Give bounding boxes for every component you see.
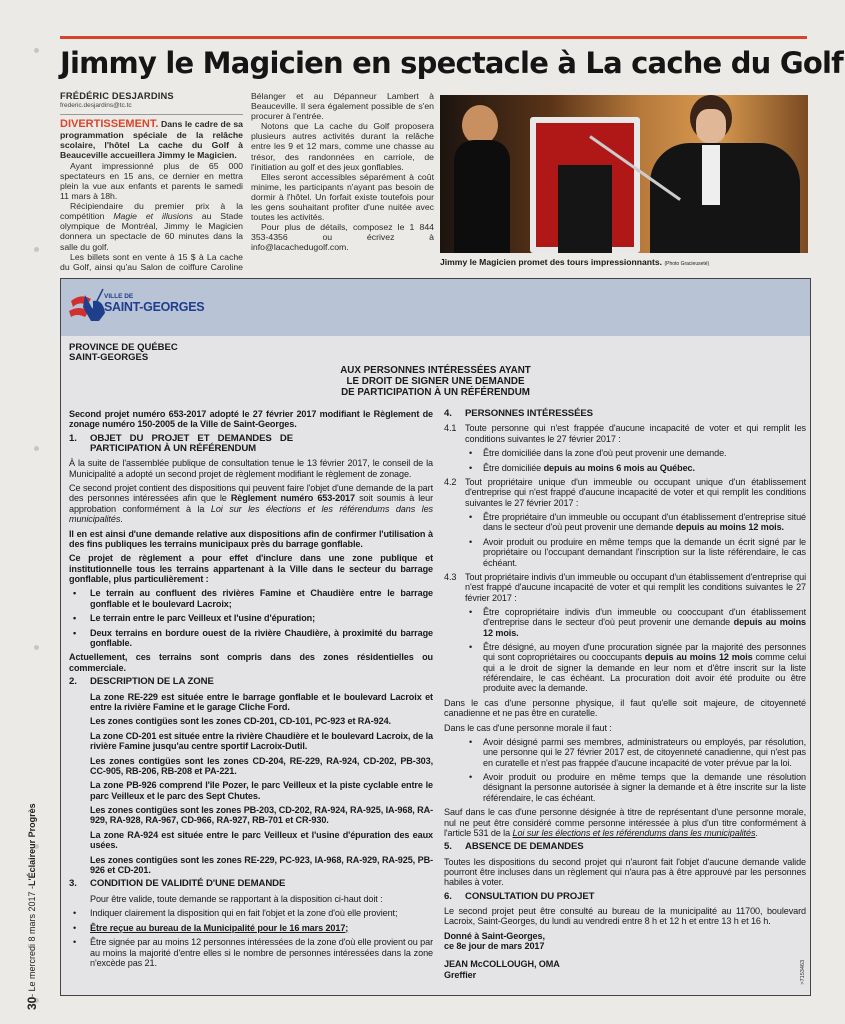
notice-column-right: 4. PERSONNES INTÉRESSÉES 4.1 Toute personne qui n'est frappée d'aucune incapacité de voter et qui remplit les conditions suivantes le 27 février 2017 : • Être domiciliée dans la zone d'où peut provenir une demande. • Être domiciliée depuis au moins 6 mois au Québec. 4.2 Tout propriétaire unique d'un immeuble ou occupant unique d'un établissement d'entreprise qui n'est frappé d'aucune incapacité de voter et qui remplit les conditions suivantes le 27 février 2017 : • Être propriétaire d'un immeuble ou occupant d'un établissement d'entreprise situé dans le secteur d'où peut provenir une demande depuis au moins 12 mois. • Avoir produit ou produire en même temps que la demande un écrit signé par le propriétaire ou l'occupant demandant l'inscription sur la liste référendaire, le cas échéant. 4.3 Tout propriétaire indivis d'un immeuble ou occupant d'un établissement d'entreprise qui n'est frappé d'aucune incapacité de voter et qui remplit les conditions suivantes le 27 février 2017 : • Être copropriétaire indivis d'un immeuble ou cooccupant d'un établissement d'entreprise dans le secteur d'où peut provenir une demande depuis au moins 12 mois. • Être désigné, au moyen d'une procuration signée par la majorité des personnes qui sont copropriétaires ou cooccupants depuis au moins 12 mois comme celui qui a le droit de signer la demande en leur nom et d'être inscrit sur la liste référendaire, le cas échéant. La procuration doit avoir été produite ou être produite avec la demande. Dans le cas d'une personne physique, il faut qu'elle soit majeure, de citoyenneté canadienne et ne pas être en curatelle. Dans le cas d'une personne morale il faut : • Avoir désigné parmi ses membres, administrateurs ou employés, par résolution, une personne qui le 27 février 2017 est, de citoyenneté canadienne, qui n'est pas en curatelle et n'est pas frappée d'aucune incapacité de voter prévue par la loi. • Avoir produit ou produire en même temps que la demande une résolution désignant la personne autorisée à signer la demande et à être inscrite sur la liste référendaire, le cas échéant. Sauf dans le cas d'une personne désignée à titre de représentant d'une personne morale, nul ne peut être considéré comme personne intéressée à plus d'un titre conformément à l'article 531 de la Loi sur les élections et les référendums dans les municipalités. 5. ABSENCE DE DEMANDES Toutes les dispositions du second projet qui n'auront fait l'objet d'aucune demande valide pourront être incluses dans un règlement qui n'aura pas à être approuvé par les personnes habiles à voter. 6. CONSULTATION DU PROJET Le second projet peut être consulté au bureau de la municipalité au 11700, boulevard Lacroix, Saint-Georges, du lundi au vendredi entre 8 h et 12 h et entre 13 h et 16 h. Donné à Saint-Georges, ce 8e jour de mars 2017 JEAN McCOLLOUGH, OMA Greffier (444, 408, 806, 980)
photo-credit: (Photo Gracieuseté) (664, 261, 710, 267)
section-rule (60, 36, 807, 39)
saint-georges-logo-icon (69, 287, 109, 323)
notice-origin: PROVINCE DE QUÉBEC SAINT-GEORGES (69, 342, 178, 363)
article-body (60, 91, 434, 272)
intro: Second projet numéro 653-2017 adopté le 27 février 2017 modifiant le Règlement de zonage numéro 150-2005 de la Ville de Saint-Georges. (69, 409, 433, 430)
list-item: • Être domiciliée depuis au moins 6 mois au Québec. (469, 462, 695, 473)
page-footer: 30 - Le mercredi 8 mars 2017 - L'Éclaireur Progrès (25, 802, 39, 1010)
list-item: • Être domiciliée dans la zone d'où peut provenir une demande. (469, 448, 727, 459)
signature: JEAN McCOLLOUGH, OMA Greffier (444, 959, 560, 980)
photo-caption: Jimmy le Magicien promet des tours impressionnants. (Photo Gracieuseté) (440, 257, 710, 267)
section-heading: 2. DESCRIPTION DE LA ZONE (69, 676, 214, 688)
public-notice (60, 278, 811, 996)
paragraph: Récipiendaire du premier prix à la compétition Magie et illusions au Stade olympique de Montréal, Jimmy le Magicien donnera un spectacle de 60 minutes dans la salle du golf. (60, 201, 243, 252)
notice-column-left: Second projet numéro 653-2017 adopté le 27 février 2017 modifiant le Règlement de zonage numéro 150-2005 de la Ville de Saint-Georges. 1. OBJET DU PROJET ET DEMANDES DE PARTICIPATION À UN RÉFÉRENDUM À la suite de l'assemblée publique de consultation tenue le 13 février 2017, le conseil de la Municipalité a adopté un second projet de règlement modifiant le règlement de zonage. Ce second projet contient des dispositions qui peuvent faire l'objet d'une demande de la part des personnes intéressées afin que le Règlement numéro 653-2017 soit soumis à leur approbation conformément à la Loi sur les élections et les référendums dans les municipalités. Il en est ainsi d'une demande relative aux dispositions afin de confirmer l'utilisation à des fins publiques les terrains municipaux près du barrage gonflable. Ce projet de règlement a pour effet d'inclure dans une zone publique et institutionnelle tous les terrains appartenant à la Ville dans le secteur du barrage gonflable, plus particulièrement : • Le terrain au confluent des rivières Famine et Chaudière entre le barrage gonflable et le boulevard Lacroix; • Le terrain entre le parc Veilleux et l'usine d'épuration; • Deux terrains en bordure ouest de la rivière Chaudière, à proximité du barrage gonflable. Actuellement, ces terrains sont compris dans des zones résidentielles ou commerciale. 2. DESCRIPTION DE LA ZONE La zone RE-229 est située entre le barrage gonflable et le boulevard Lacroix et entre la rivière Famine et le garage Cliche Ford. Les zones contigües sont les zones CD-201, CD-101, PC-923 et RA-924. La zone CD-201 est située entre la rivière Chaudière et le boulevard Lacroix, de la rivière Famine jusqu'au centre sportif Lacroix-Dutil. Les zones contigües sont les zones CD-204, RE-229, RA-924, CD-202, PB-303, CC-905, RB-206, RB-208 et PA-221. La zone PB-926 comprend l'île Pozer, le parc Veilleux et la piste cyclable entre le parc Veilleux et le parc des Sept Chutes. Les zones contigües sont les zones PB-203, CD-202, RA-924, RA-925, IA-968, RA-929, RA-928, RA-967, CD-966, RA-927, RB-701 et CR-930. La zone RA-924 est située entre le parc Veilleux et l'usine d'épuration des eaux usées. Les zones contigües sont les zones RE-229, PC-923, IA-968, RA-929, RA-925, PB-926 et CD-201. 3. CONDITION DE VALIDITÉ D'UNE DEMANDE Pour être valide, toute demande se rapportant à la disposition ci-haut doit : • Indiquer clairement la disposition qui en fait l'objet et la zone d'où elle provient; • Être reçue au bureau de la Municipalité pour le 16 mars 2017; • Être signée par au moins 12 personnes intéressées de la zone d'où elle provient ou par au moins la majorité d'entre elles si le nombre de personnes intéressées dans la zone n'excède pas 21. (69, 409, 434, 968)
paragraph: Pour plus de détails, composez le 1 844 353-4356 ou écrivez à info@lacachedugolf.com. (251, 222, 434, 253)
section-heading: 3. CONDITION DE VALIDITÉ D'UNE DEMANDE (69, 878, 286, 890)
author: FRÉDÉRIC DESJARDINS (60, 91, 174, 101)
section-heading: 1. OBJET DU PROJET ET DEMANDES DE PARTICIPATION À UN RÉFÉRENDUM (69, 432, 293, 455)
list-item: • Être copropriétaire indivis d'un immeuble ou cooccupant d'un établissement d'entreprise dans le secteur d'où peut provenir une demande depuis au moins 12 mois. (469, 607, 806, 638)
logo-text: VILLE DE SAINT-GEORGES (104, 293, 205, 314)
section-heading: 5. ABSENCE DE DEMANDES (444, 841, 584, 853)
list-item: • Être propriétaire d'un immeuble ou occupant d'un établissement d'entreprise situé dans le secteur d'où peut provenir une demande depuis au moins 12 mois. (469, 512, 806, 533)
list-item: • Être signée par au moins 12 personnes intéressées de la zone d'où elle provient ou par au moins la majorité d'entre elles si le nombre de personnes intéressées dans la zone n'excède pas 21. (73, 937, 433, 968)
list-item: • Être reçue au bureau de la Municipalité pour le 16 mars 2017; (73, 922, 349, 933)
paragraph: Elles seront accessibles séparément à coût minime, les participants n'ayant pas besoin de dormir à l'hôtel. Un forfait existe toutefois pour les gens souhaitant profiter d'une nuitée avec toutes les activités. (251, 171, 434, 223)
author-email: frederic.desjardins@tc.tc (60, 101, 243, 115)
lead: DIVERTISSEMENT. Dans le cadre de sa programmation spéciale de la relâche scolaire, l'hôtel La cache du Golf à Beauceville accueillera Jimmy le Magicien. (60, 118, 243, 161)
list-item: • Avoir produit ou produire en même temps que la demande un écrit signé par le propriétaire ou l'occupant demandant l'inscription sur la liste référendaire, le cas échéant. (469, 536, 806, 568)
list-item: • Le terrain entre le parc Veilleux et l'usine d'épuration; (73, 613, 316, 624)
list-item: • Être désigné, au moyen d'une procuration signée par la majorité des personnes qui sont copropriétaires ou cooccupants depuis au moins 12 mois comme celui qui a le droit de signer la demande en leur nom et d'être inscrit sur la liste référendaire, le cas échéant. La procuration doit avoir été produite ou être produite avec la demande. (469, 642, 806, 694)
binding-hole (34, 247, 39, 252)
notice-title: AUX PERSONNES INTÉRESSÉES AYANT LE DROIT DE SIGNER UNE DEMANDE DE PARTICIPATION À UN RÉFÉRENDUM (340, 365, 531, 398)
list-item: • Indiquer clairement la disposition qui en fait l'objet et la zone d'où elle provient; (73, 908, 398, 919)
binding-hole (34, 645, 39, 650)
paragraph: Notons que La cache du Golf proposera plusieurs autres activités durant la relâche entre les 9 et 12 mars, comme une chasse au trésor, des randonnées en carriole, de l'initiation au golf et des jeux gonflables. (251, 121, 434, 172)
list-item: • Avoir produit ou produire en même temps que la demande une résolution désignant la personne autorisée à signer la demande et à être inscrite sur la liste référendaire, le cas échéant. (469, 772, 806, 803)
binding-hole (34, 48, 39, 53)
section-heading: 6. CONSULTATION DU PROJET (444, 890, 595, 902)
binding-hole (34, 446, 39, 451)
kicker: DIVERTISSEMENT. (60, 118, 159, 131)
notice-header-band (61, 279, 810, 336)
section-heading: 4. PERSONNES INTÉRESSÉES (444, 408, 593, 419)
list-item: • Le terrain au confluent des rivières Famine et Chaudière entre le barrage gonflable et le boulevard Lacroix; (73, 588, 433, 609)
given-at: Donné à Saint-Georges, ce 8e jour de mars 2017 (444, 930, 545, 952)
ad-reference: >7153463 (800, 960, 806, 985)
paragraph: Les billets sont en vente à 15 $ à La cache du Golf, ainsi qu'au Salon de coiffure Caroline Bélanger et au Dépanneur Lambert à Beauceville. Il sera également possible de s'en procurer à l'entrée. (60, 91, 434, 272)
list-item: • Avoir désigné parmi ses membres, administrateurs ou employés, par résolution, une personne qui le 27 février 2017 est, de citoyenneté canadienne, qui n'est pas en curatelle et n'est pas frappée d'aucune incapacité de voter prévue par la loi. (469, 737, 806, 768)
headline: Jimmy le Magicien en spectacle à La cache du Golf (60, 46, 843, 80)
list-item: • Deux terrains en bordure ouest de la rivière Chaudière, à proximité du barrage gonflable. (73, 627, 433, 648)
paragraph: Ayant impressionné plus de 65 000 spectateurs en 15 ans, ce dernier en mettra plein la vue aux enfants et parents le samedi 11 mars à 18h. (60, 160, 243, 202)
article-photo (440, 95, 808, 253)
